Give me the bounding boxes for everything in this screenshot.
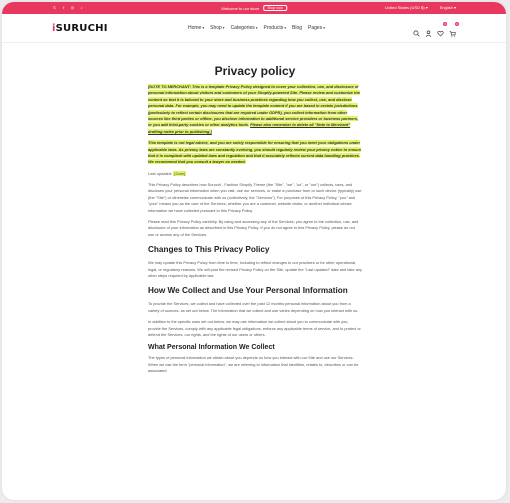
promo: [221, 5, 287, 11]
nav-item-blog[interactable]: Blog: [292, 25, 303, 31]
shop-now-button[interactable]: Shop now: [263, 5, 287, 11]
facebook-icon[interactable]: f: [62, 5, 65, 10]
page-title: Privacy policy: [214, 64, 296, 78]
nav-item-pages[interactable]: Pages▾: [308, 25, 325, 31]
legal-disclaimer: This template is not legal advice, and you are solely responsible for ensuring that you meet your obligations under applicable laws. As privacy laws are constantly evolving, you should regularly review your privacy notice to ensure that it is compliant with updated laws and regulation and that it accurately reflects current data handling practices. We recommend that you consult a lawyer as needed.: [148, 140, 362, 165]
merchant-note: [NOTE TO MERCHANT: This is a template Privacy Policy designed to cover your collection, use, and disclosure of personal information about visitors and customers of your Shopify-powered Site. Please review and customize the content so that it is tailored to your store and business practices regarding how you collect, use, and disclose personal data. For example, you may need to update the template content if you are based in certain jurisdictions (particularly to reflect certain disclosures that are required under GDPR), you collect information from other sources like third parties or offline, you disclose information to additional service providers or business partners, or you add third-party cookies or other analytics tools. Please also remember to delete all "Note to Merchant" drafting notes prior to publishing.]: [148, 84, 360, 134]
social-links: [52, 5, 84, 10]
policy-content: [148, 62, 362, 380]
search-icon[interactable]: [413, 24, 420, 31]
header-icons: [413, 24, 456, 31]
heading-what-collect: What Personal Information We Collect: [148, 344, 275, 352]
browser-frame: [2, 2, 506, 500]
last-updated: Last updated: [Date]: [148, 170, 186, 176]
changes-paragraph: We may update this Privacy Policy from time to time, including to reflect changes to our practices or for other operational, legal, or regulatory reasons. We will post the revised Privacy Policy on the Site, update the "Last updated" date and take any other steps required by applicable law.: [148, 260, 362, 278]
cart-count: 0: [456, 22, 458, 26]
site-header: [2, 14, 506, 43]
last-updated-date: [Date]: [174, 170, 186, 176]
nav-item-categories[interactable]: Categories▾: [230, 25, 258, 31]
nav-item-products[interactable]: Products▾: [263, 25, 287, 31]
site-logo[interactable]: iSURUCHI: [52, 23, 108, 34]
currency-selector[interactable]: United States (USD $) ▾: [385, 5, 428, 10]
delete-notes-link: Please also remember to delete all "Note to Merchant" drafting notes prior to publishing.]: [148, 122, 351, 134]
wishlist-count: 0: [444, 22, 446, 26]
types-paragraph: The types of personal information we obtain about you depends on how you interact with our Site and use our Services. When we use the term "personal information", we are referring to information that identifies, relates to, describes or can be associated: [148, 355, 359, 374]
x-icon[interactable]: 𝕏: [52, 5, 57, 10]
heading-collect: How We Collect and Use Your Personal Information: [148, 286, 348, 296]
uses-paragraph: In addition to the specific uses set out below, we may use information we collect about you to communicate with you, provide the Services, comply with any applicable legal obligations, enforce any applicable terms of service, and to protect or defend the Services, our rights, and the rights of our users or others.: [148, 319, 361, 337]
wishlist-icon[interactable]: [437, 24, 444, 31]
tiktok-icon[interactable]: ♪: [80, 5, 83, 10]
nav-item-home[interactable]: Home▾: [188, 25, 205, 31]
announcement-bar: [2, 2, 506, 14]
intro-paragraph: This Privacy Policy describes how Suruchi - Fashion Shopify Theme (the "Site", "we", "us", or "our") collects, uses, and discloses your personal information when you visit, use our services, or make a purchase from or such device (typically) use (the "Site") or otherwise communicate with us (collectively, the "Services"). For purposes of this Privacy Policy, "you" and "your" means you as the user of the Services, whether you are a customer, website visitor, or another individual whose information we have collected pursuant to this Privacy Policy.: [148, 181, 362, 213]
locale-selectors: [385, 5, 456, 10]
language-selector[interactable]: English ▾: [439, 5, 456, 10]
promo-text: Welcome to our store: [221, 5, 260, 11]
instagram-icon[interactable]: ◎: [70, 5, 75, 10]
agreement-paragraph: Please read this Privacy Policy carefully. By using and accessing any of the Services, you agree to the collection, use, and disclosure of your information as described in this Privacy Policy. If you do not agree to this Privacy Policy, please do not use or access any of the Services.: [148, 218, 359, 237]
collect-paragraph: To provide the Services, we collect and have collected over the past 12 months personal information about you from a variety of sources, as set out below. The information that we collect and use varies depending on how you interact with us.: [148, 301, 359, 313]
main-nav: [188, 25, 325, 31]
nav-item-shop[interactable]: Shop▾: [210, 25, 225, 31]
cart-icon[interactable]: [449, 24, 456, 31]
account-icon[interactable]: [425, 24, 432, 31]
heading-changes: Changes to This Privacy Policy: [148, 245, 270, 255]
